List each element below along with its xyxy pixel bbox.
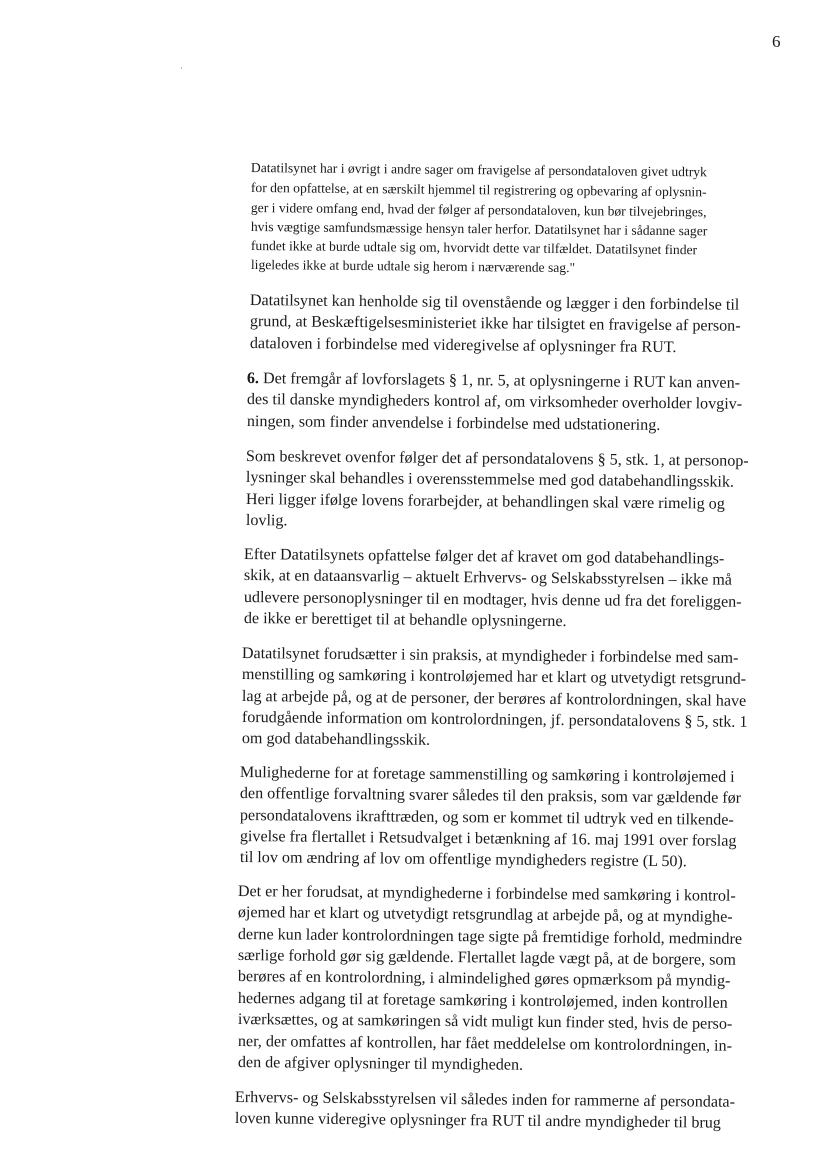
text-line: givelse fra flertallet i Retsudvalget i betænkning af 16. maj 1991 over forslag	[239, 828, 737, 850]
text-line: Som beskrevet ovenfor følger det af persondatalovens § 5, stk. 1, at personop-	[245, 448, 749, 470]
text-line: iværksættes, og at samkøringen så vidt muligt kun finder sted, hvis de perso-	[237, 1011, 733, 1033]
text-line: hedernes adgang til at foretage samkøring i kontroløjemed, inden kontrollen	[237, 990, 728, 1012]
text-line: ligeledes ikke at burde udtale sig herom i nærværende sag."	[250, 257, 576, 276]
text-line: Datatilsynet forudsætter i sin praksis, at myndigheder i forbindelse med sam-	[241, 645, 739, 667]
text-line: den de afgiver oplysninger til myndigheden.	[237, 1054, 524, 1074]
text-line: persondatalovens ikrafttræden, og som er kommet til udtryk ved en tilkende-	[239, 807, 734, 829]
text-line: øjemed har et klart og utvetydigt retsgrundlag at arbejde på, og at myndighe-	[237, 904, 733, 926]
text-line: for den opfattelse, at en særskilt hjemmel til registrering og opbevaring af oplysnin-	[250, 180, 707, 200]
text-line: særlige forhold gør sig gældende. Flertallet lagde vægt på, at de borgere, som	[237, 947, 737, 969]
text-line	[247, 370, 740, 393]
text-line: ger i videre omfang end, hvad der følger af persondataloven, kun bør tilvejebringes,	[250, 200, 707, 220]
text-line: de ikke er berettiget til at behandle oplysningerne.	[243, 610, 567, 631]
text-line: lag at arbejde på, og at de personer, der berøres af kontrolordningen, skal have	[241, 688, 747, 710]
text-line: loven kunne videregive oplysninger fra RUT til andre myndigheder til brug	[234, 1110, 721, 1132]
text-line: udlevere personoplysninger til en modtager, hvis denne ud fra det foreliggen-	[243, 589, 742, 611]
text-line: lovlig.	[245, 512, 288, 530]
text-line: Det er her forudsat, at myndighederne i forbindelse med samkøring i kontrol-	[237, 883, 736, 905]
text-line: forudgående information om kontrolordningen, jf. persondatalovens § 5, stk. 1	[241, 709, 748, 731]
text-line: Datatilsynet kan henholde sig til ovenstående og lægger i den forbindelse til	[249, 292, 740, 314]
page-number: 6	[772, 32, 781, 51]
text-line: Erhvervs- og Selskabsstyrelsen vil således inden for rammerne af persondata-	[234, 1089, 736, 1111]
text-line: Mulighederne for at foretage sammenstilling og samkøring i kontroløjemed i	[239, 764, 735, 786]
text-line: berøres af en kontrolordning, i almindelighed gøres opmærksom på myndig-	[237, 968, 731, 990]
text-line: dataloven i forbindelse med videregivelse af oplysninger fra RUT.	[249, 335, 677, 357]
text-line: Heri ligger ifølge lovens forarbejder, at behandlingen skal være rimelig og	[245, 491, 725, 513]
text-line: Efter Datatilsynets opfattelse følger det af kravet om god databehandlings-	[243, 546, 725, 568]
text-line: des til danske myndigheders kontrol af, om virksomheder overholder lovgiv-	[246, 391, 743, 413]
text-span: Det fremgår af lovforslagets § 1, nr. 5, at oplysningerne i RUT kan anven-	[258, 370, 741, 392]
text-line: om god databehandlingsskik.	[241, 730, 431, 749]
text-line: skik, at en dataansvarlig – aktuelt Erhvervs- og Selskabsstyrelsen – ikke må	[243, 567, 733, 589]
text-line: ningen, som finder anvendelse i forbindelse med udstationering.	[246, 413, 661, 434]
text-line: Datatilsynet har i øvrigt i andre sager om fravigelse af persondataloven givet udtryk	[250, 160, 707, 180]
paragraph-number: 6.	[246, 370, 260, 388]
text-line: grund, at Beskæftigelsesministeriet ikke har tilsigtet en fravigelse af person-	[249, 313, 741, 335]
text-line: lysninger skal behandles i overensstemmelse med god databehandlingsskik.	[245, 469, 735, 491]
text-line: til lov om ændring af lov om offentlige myndigheders registre (L 50).	[239, 849, 687, 871]
text-line: derne kun lader kontrolordningen tage sigte på fremtidige forhold, medmindre	[237, 926, 743, 948]
text-line: den offentlige forvaltning svarer således til den praksis, som var gældende før	[239, 785, 742, 807]
text-line: fundet ikke at burde udtale sig om, hvorvidt dette var tilfældet. Datatilsynet finder	[250, 238, 698, 258]
text-line: menstilling og samkøring i kontroløjemed har et klart og utvetydigt retsgrund-	[241, 666, 747, 688]
text-line: ner, der omfattes af kontrollen, har fået meddelelse om kontrolordningen, in-	[237, 1033, 733, 1055]
text-line: hvis vægtige samfundsmæssige hensyn taler herfor. Datatilsynet har i sådanne sager	[250, 219, 708, 239]
